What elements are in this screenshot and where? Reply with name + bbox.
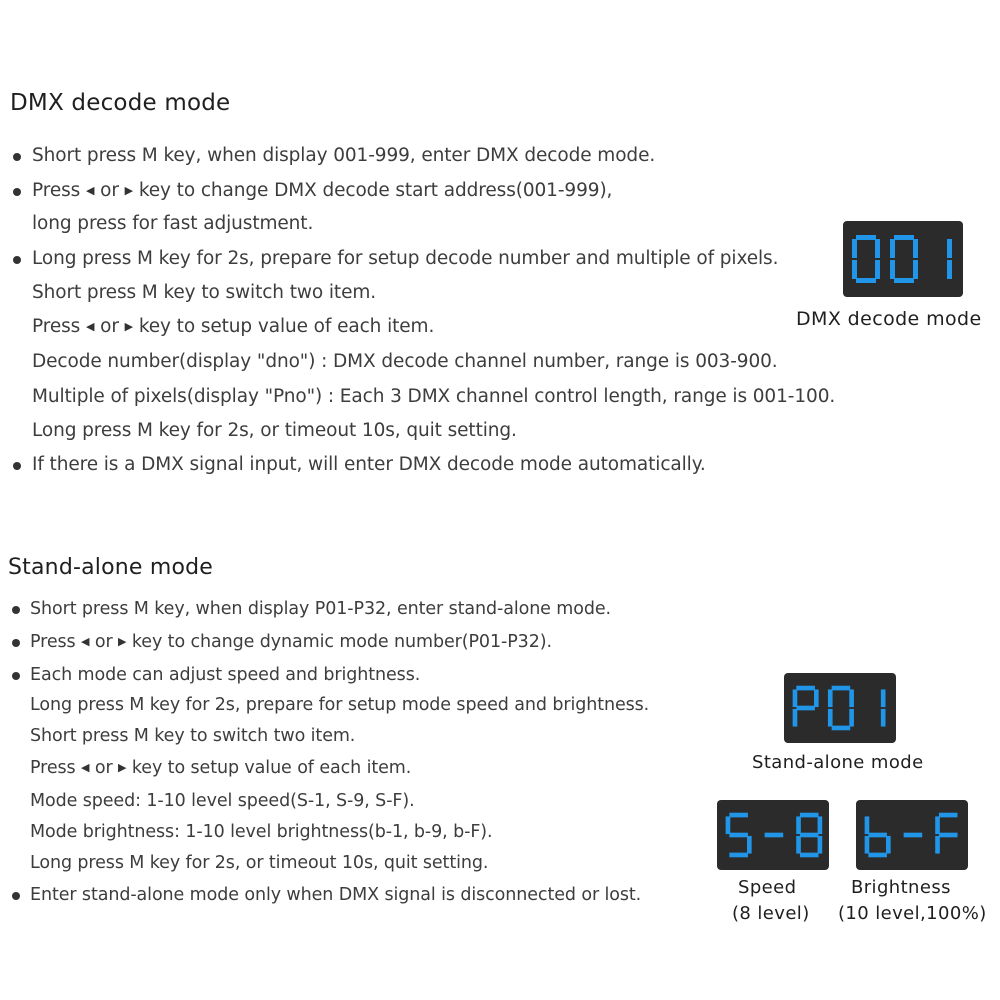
brightness-led-display <box>856 800 968 870</box>
standalone-bullet-3-line-3: Short press M key to switch two item. <box>30 726 356 746</box>
right-triangle-icon: ▶ <box>124 320 134 333</box>
standalone-led-display <box>784 673 896 743</box>
standalone-bullet-3-line-4 <box>30 758 411 778</box>
led-digits-s-8 <box>721 809 825 861</box>
standalone-bullet-3-line-2: Long press M key for 2s, prepare for setup mode speed and brightness. <box>30 695 650 715</box>
dmx-bullet-3-line-6: Long press M key for 2s, or timeout 10s, quit setting. <box>32 420 517 441</box>
dmx-heading: DMX decode mode <box>10 90 231 116</box>
text-press: Press <box>30 758 76 778</box>
left-triangle-icon: ◀ <box>81 761 90 774</box>
standalone-bullet-1: Short press M key, when display P01-P32, enter stand-alone mode. <box>30 599 612 619</box>
standalone-bullet-4: Enter stand-alone mode only when DMX signal is disconnected or lost. <box>30 885 642 905</box>
bullet-icon <box>13 153 21 161</box>
speed-led-display <box>717 800 829 870</box>
right-triangle-icon: ▶ <box>118 635 127 648</box>
dmx-bullet-3-line-5: Multiple of pixels(display "Pno") : Each 3 DMX channel control length, range is 001-100. <box>32 386 836 407</box>
text-or: or <box>100 316 119 337</box>
bullet-icon <box>12 892 20 900</box>
led-digits-001 <box>848 231 958 287</box>
bullet-icon <box>12 672 20 680</box>
dmx-bullet-2 <box>32 180 612 201</box>
text-or: or <box>100 180 119 201</box>
text-key-change: key to change DMX decode start address(001-999), <box>138 180 613 201</box>
dmx-bullet-3: Long press M key for 2s, prepare for setup decode number and multiple of pixels. <box>32 248 779 269</box>
led-digits-b-f <box>860 809 964 861</box>
text-key-setup: key to setup value of each item. <box>138 316 435 337</box>
dmx-led-display <box>843 221 963 297</box>
left-triangle-icon: ◀ <box>81 635 90 648</box>
bullet-icon <box>13 188 21 196</box>
dmx-bullet-3-line-2: Short press M key to switch two item. <box>32 282 377 303</box>
bullet-icon <box>13 256 21 264</box>
bullet-icon <box>13 462 21 470</box>
text-or: or <box>94 758 113 778</box>
standalone-bullet-3: Each mode can adjust speed and brightness. <box>30 665 421 685</box>
speed-level-caption: (8 level) <box>732 903 810 924</box>
dmx-bullet-2-cont: long press for fast adjustment. <box>32 213 314 234</box>
standalone-bullet-3-line-7: Long press M key for 2s, or timeout 10s, quit setting. <box>30 853 489 873</box>
speed-caption: Speed <box>738 877 797 898</box>
dmx-bullet-3-line-4: Decode number(display "dno") : DMX decode channel number, range is 003-900. <box>32 351 778 372</box>
dmx-bullet-1: Short press M key, when display 001-999, enter DMX decode mode. <box>32 145 656 166</box>
dmx-display-caption: DMX decode mode <box>796 308 982 330</box>
dmx-bullet-4: If there is a DMX signal input, will enter DMX decode mode automatically. <box>32 454 706 475</box>
text-key-change: key to change dynamic mode number(P01-P32). <box>131 632 552 652</box>
standalone-bullet-2 <box>30 632 552 652</box>
text-press: Press <box>32 316 81 337</box>
left-triangle-icon: ◀ <box>85 320 95 333</box>
standalone-heading: Stand-alone mode <box>8 555 214 580</box>
text-key-setup: key to setup value of each item. <box>131 758 412 778</box>
text-press: Press <box>30 632 76 652</box>
bullet-icon <box>12 639 20 647</box>
text-press: Press <box>32 180 81 201</box>
brightness-caption: Brightness <box>851 877 951 898</box>
brightness-level-caption: (10 level,100%) <box>838 903 987 924</box>
left-triangle-icon: ◀ <box>85 184 95 197</box>
standalone-bullet-3-line-5: Mode speed: 1-10 level speed(S-1, S-9, S-F). <box>30 791 415 811</box>
led-digits-p01 <box>788 682 892 734</box>
right-triangle-icon: ▶ <box>124 184 134 197</box>
dmx-bullet-3-line-3 <box>32 316 434 337</box>
standalone-display-caption: Stand-alone mode <box>752 752 924 773</box>
bullet-icon <box>12 606 20 614</box>
standalone-bullet-3-line-6: Mode brightness: 1-10 level brightness(b-1, b-9, b-F). <box>30 822 493 842</box>
text-or: or <box>94 632 113 652</box>
right-triangle-icon: ▶ <box>118 761 127 774</box>
